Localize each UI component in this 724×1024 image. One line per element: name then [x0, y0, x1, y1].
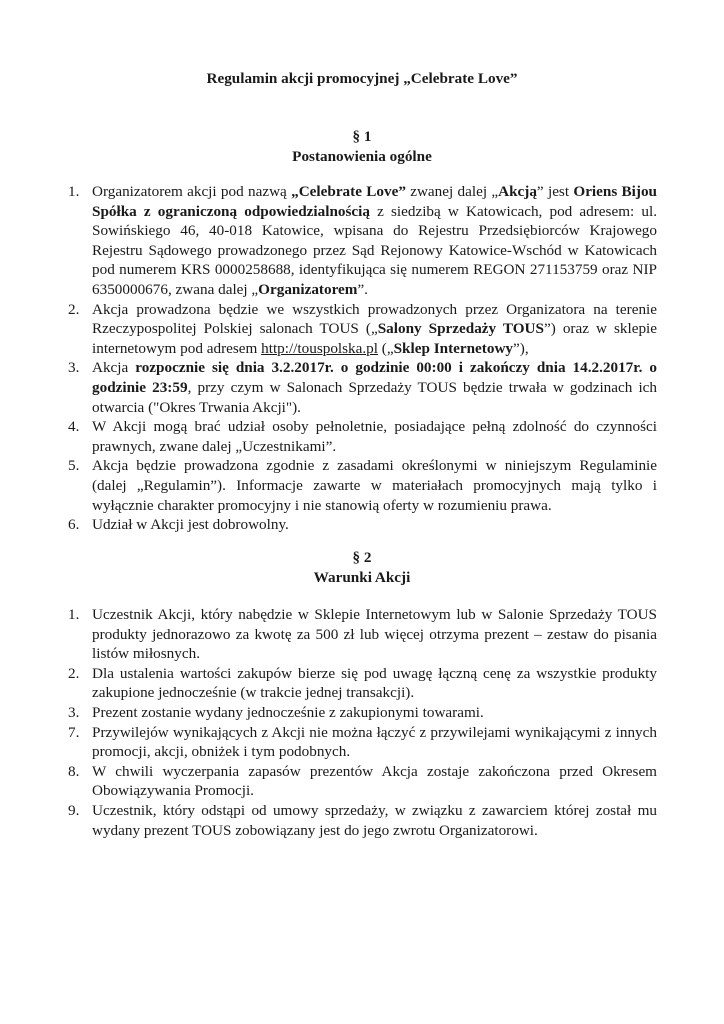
section-1-list [68, 182, 657, 535]
section-2-header [0, 548, 724, 587]
item-text: Akcja prowadzona będzie we wszystkich prowadzonych przez Organizatora na terenie Rzeczypospolitej Polskiej salonach TOUS („ [92, 300, 657, 338]
section-2-list [68, 605, 657, 840]
item-text: ” jest [536, 183, 574, 200]
item-text: Organizatorem akcji pod nazwą [92, 183, 292, 200]
item-text: Dla ustalenia wartości zakupów bierze się pod uwagę łączną cenę za wszystkie produkty zakupione jednocześnie (w trakcie jednej transakcji). [92, 664, 657, 702]
item-text: zwanej dalej „ [405, 183, 499, 200]
section-1-number: § 1 [352, 128, 372, 145]
list-item [68, 300, 657, 359]
list-item-number: 8. [68, 762, 80, 780]
list-item-number: 9. [68, 801, 80, 819]
document-title: Regulamin akcji promocyjnej „Celebrate Love” [206, 70, 518, 87]
bold-text: Organizatorem [258, 280, 358, 298]
bold-text: Akcją [498, 183, 537, 200]
bold-text: „Celebrate Love” [291, 183, 406, 200]
section-2-number: § 2 [352, 549, 372, 566]
list-item-number: 1. [68, 606, 80, 623]
bold-text: Salony Sprzedaży TOUS [377, 320, 544, 338]
list-item-number: 1. [68, 183, 80, 200]
item-text: Uczestnik Akcji, który nabędzie w Sklepie Internetowym lub w Salonie Sprzedaży TOUS produkty jednorazowo za kwotę za 500 zł lub więcej otrzyma prezent – zestaw do pisania listów miłosnych. [92, 606, 657, 663]
list-item [68, 456, 657, 515]
list-item [68, 703, 657, 723]
item-text: W chwili wyczerpania zapasów prezentów Akcja zostaje zakończona przed Okresem Obowiązywania Promocji. [92, 762, 657, 800]
item-text: („ [378, 339, 394, 357]
item-text: ”), [513, 339, 529, 357]
list-item [68, 801, 657, 840]
item-text: Akcja będzie prowadzona zgodnie z zasadami określonymi w niniejszym Regulaminie (dalej „Regulamin”). Informacje zawarte w materiałach promocyjnych mają tylko i wyłącznie charakter promocyjny i nie stanowią oferty w rozumieniu prawa. [92, 457, 657, 514]
item-text: Udział w Akcji jest dobrowolny. [92, 516, 289, 534]
section-1-heading: Postanowienia ogólne [292, 147, 432, 165]
list-item-number: 3. [68, 359, 80, 377]
list-item-number: 7. [68, 723, 80, 741]
section-1-header [0, 127, 724, 166]
section-2-heading: Warunki Akcji [313, 568, 411, 586]
list-item [68, 723, 657, 762]
item-text: Akcja [92, 359, 136, 377]
list-item-number: 4. [68, 418, 80, 436]
list-item [68, 664, 657, 703]
list-item-number: 2. [68, 664, 80, 682]
list-item [68, 762, 657, 801]
list-item-number: 2. [68, 300, 80, 318]
item-text: , przy czym w Salonach Sprzedaży TOUS będzie trwała w godzinach ich otwarcia ("Okres Trwania Akcji"). [92, 378, 658, 416]
item-text: Prezent zostanie wydany jednocześnie z zakupionymi towarami. [92, 703, 484, 721]
list-item-number: 5. [68, 457, 80, 475]
bold-text: rozpocznie się dnia 3.2.2017r. o godzinie 00:00 i zakończy dnia 14.2.2017r. o godzinie 23:59 [92, 359, 657, 396]
item-text: W Akcji mogą brać udział osoby pełnoletnie, posiadające pełną zdolność do czynności prawnych, zwane dalej „Uczestnikami”. [92, 418, 657, 455]
item-text: ”. [357, 280, 368, 298]
list-item [68, 358, 657, 417]
list-item [68, 515, 657, 535]
list-item [68, 182, 657, 300]
website-link[interactable]: http://touspolska.pl [261, 339, 378, 357]
item-text: ”) oraz w sklepie internetowym pod adresem [92, 320, 657, 357]
list-item [68, 417, 657, 456]
item-text: z siedzibą w Katowicach, pod adresem: ul. Sowińskiego 46, 40-018 Katowice, wpisana do Rejestru Przedsiębiorców Krajowego Rejestru Sądowego prowadzonego przez Sąd Rejonowy Katowice-Wschód w Katowicach pod numerem KRS 0000258688, identyfikująca się numerem REGON 271153759 oraz NIP 6350000676, zwana dalej „ [92, 202, 657, 298]
item-text: Uczestnik, który odstąpi od umowy sprzedaży, w związku z zawarciem której został mu wydany prezent TOUS zobowiązany jest do jego zwrotu Organizatorowi. [92, 801, 657, 839]
bold-text: Oriens Bijou Spółka z ograniczoną odpowiedzialnością [92, 183, 657, 220]
item-text: Przywilejów wynikających z Akcji nie można łączyć z przywilejami wynikającymi z innych promocji, akcji, obniżek i tym podobnych. [92, 723, 657, 761]
list-item [68, 605, 657, 664]
list-item-number: 6. [68, 516, 80, 534]
bold-text: Sklep Internetowy [393, 339, 514, 357]
list-item-number: 3. [68, 703, 80, 721]
